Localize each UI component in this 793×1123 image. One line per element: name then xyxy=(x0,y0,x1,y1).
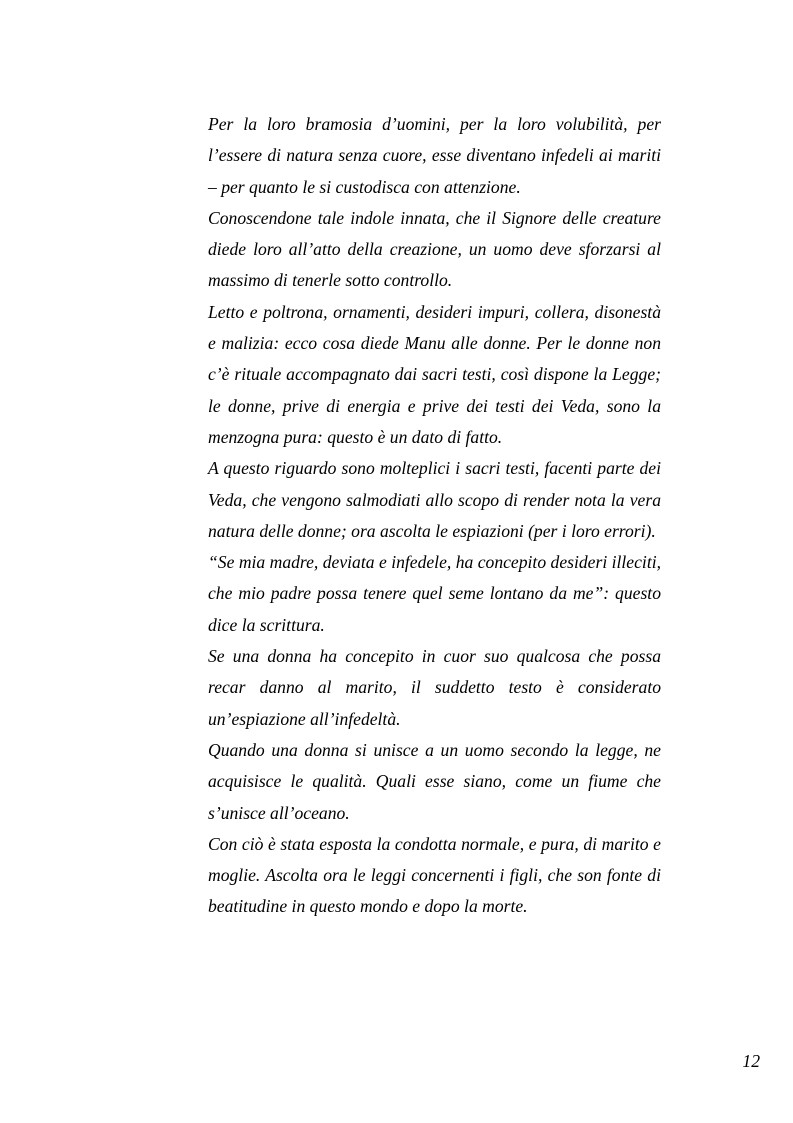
paragraph-7: Quando una donna si unisce a un uomo secondo la legge, ne acquisisce le qualità. Quali esse siano, come un fiume che s’unisce all’oceano. xyxy=(208,739,661,823)
paragraph-4: A questo riguardo sono molteplici i sacri testi, facenti parte dei Veda, che vengono salmodiati allo scopo di render nota la vera natura delle donne; ora ascolta le espiazioni (per i loro errori). xyxy=(208,458,661,541)
paragraph-8: Con ciò è stata esposta la condotta normale, e pura, di marito e moglie. Ascolta ora le leggi concernenti i figli, che son fonte di beatitudine in questo mondo e dopo la morte. xyxy=(208,833,661,917)
paragraph-1: Per la loro bramosia d’uomini, per la loro volubilità, per l’essere di natura senza cuore, esse diventano infedeli ai mariti – per quanto le si custodisca con attenzione. xyxy=(208,114,661,197)
paragraph-3: Letto e poltrona, ornamenti, desideri impuri, collera, disonestà e malizia: ecco cosa diede Manu alle donne. Per le donne non c’è rituale accompagnato dai sacri testi, così dispone la Legge; le donne, prive di energia e prive dei testi dei Veda, sono la menzogna pura: questo è un dato di fatto. xyxy=(208,301,661,447)
paragraph-6: Se una donna ha concepito in cuor suo qualcosa che possa recar danno al marito, il suddetto testo è considerato un’espiazione all’infedeltà. xyxy=(208,646,661,729)
paragraph-2: Conoscendone tale indole innata, che il Signore delle creature diede loro all’atto della creazione, un uomo deve sforzarsi al massimo di tenerle sotto controllo. xyxy=(208,207,661,291)
paragraph-5: “Se mia madre, deviata e infedele, ha concepito desideri illeciti, che mio padre possa tenere quel seme lontano da me”: questo dice la scrittura. xyxy=(208,552,661,635)
body-text xyxy=(208,109,661,923)
page-number: 12 xyxy=(742,1051,760,1071)
